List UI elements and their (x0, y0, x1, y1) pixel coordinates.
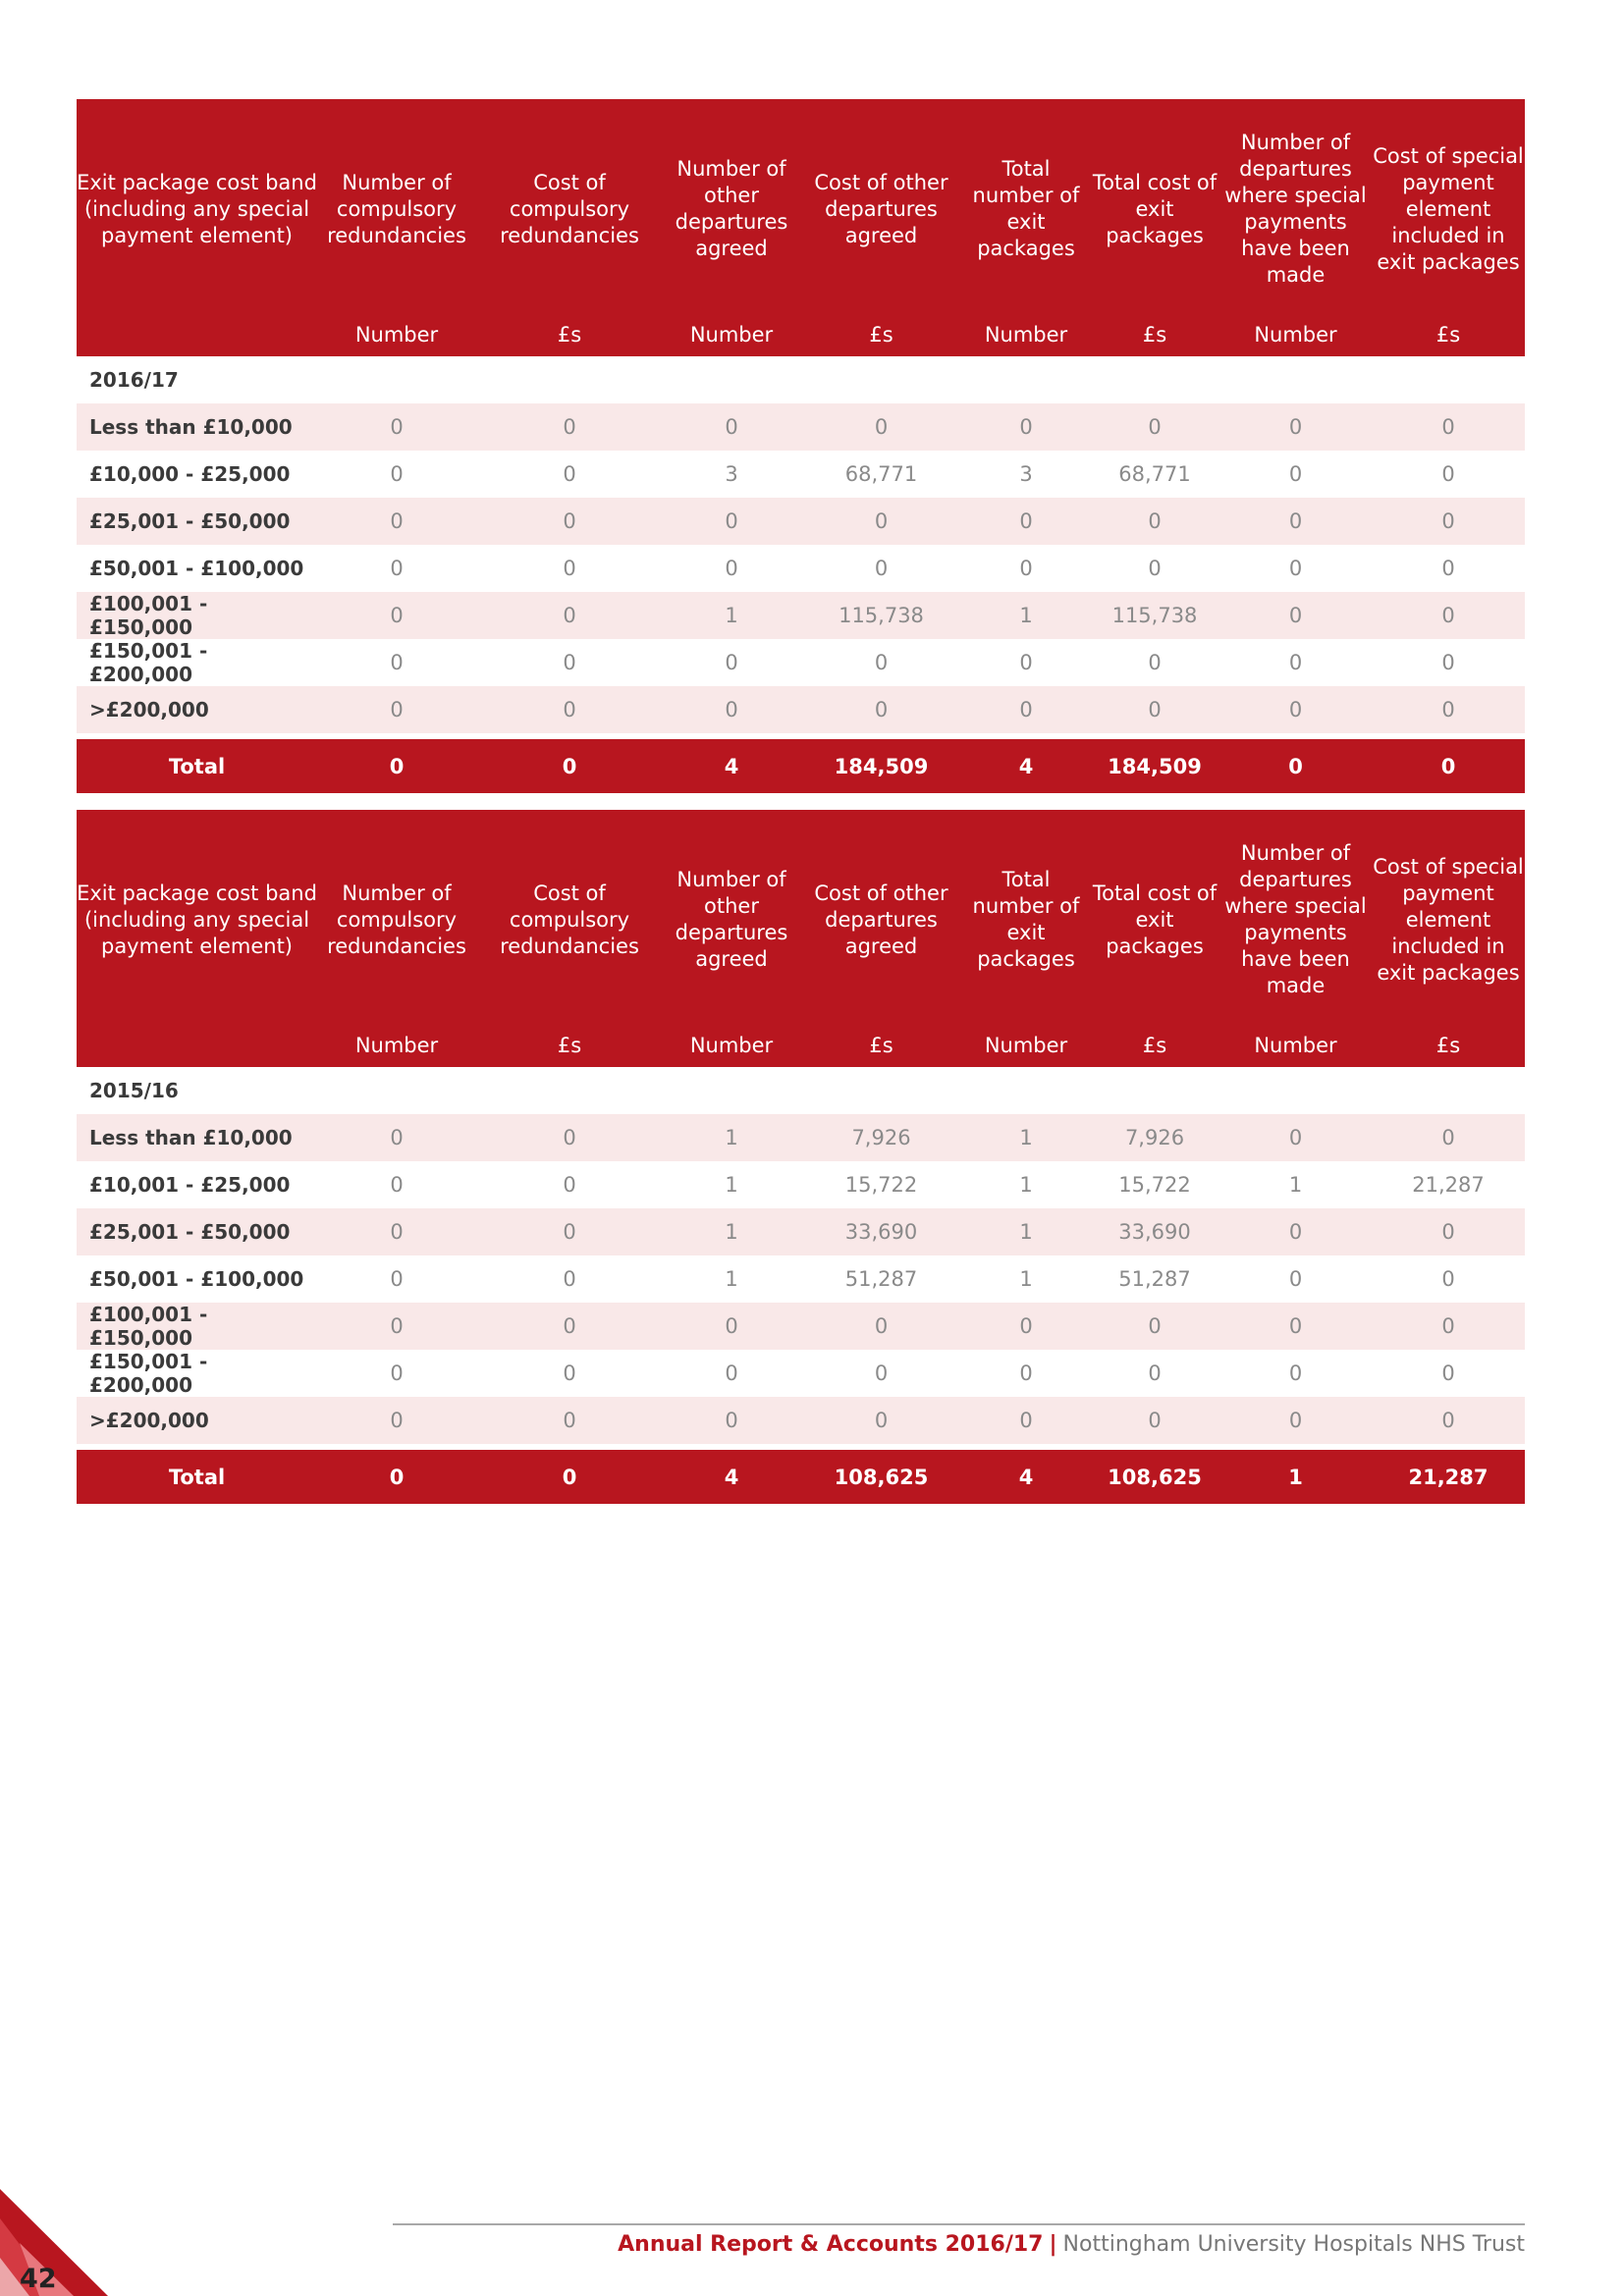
table-cell: 15,722 (1090, 1161, 1219, 1208)
unit-label: £s (800, 1024, 962, 1067)
total-cell: 21,287 (1372, 1447, 1525, 1504)
table-cell: 68,771 (1090, 451, 1219, 498)
table-cell: 0 (663, 639, 800, 686)
unit-label: Number (962, 313, 1090, 356)
cost-band-label: £150,001 - £200,000 (77, 639, 317, 686)
exit-packages-table-2016-17 (77, 99, 1525, 793)
table-cell: 0 (1219, 1208, 1372, 1255)
table-cell: 0 (1219, 686, 1372, 736)
total-cell: 4 (663, 1447, 800, 1504)
table-cell: 0 (476, 639, 663, 686)
table-cell: 0 (476, 1208, 663, 1255)
table-cell: 0 (663, 1303, 800, 1350)
table-cell: 0 (1090, 1397, 1219, 1447)
year-row (77, 1067, 1525, 1114)
table-cell: 0 (800, 1303, 962, 1350)
unit-label: Number (1219, 1024, 1372, 1067)
table-cell: 0 (1219, 639, 1372, 686)
table-cell: 0 (1372, 592, 1525, 639)
table-cell: 1 (663, 1255, 800, 1303)
table-cell: 15,722 (800, 1161, 962, 1208)
unit-label: Number (1219, 313, 1372, 356)
table-cell: 0 (1372, 403, 1525, 451)
table-cell: 0 (1372, 639, 1525, 686)
table-cell: 0 (476, 403, 663, 451)
column-header: Exit package cost band (including any special payment element) (77, 99, 317, 313)
table-cell: 33,690 (1090, 1208, 1219, 1255)
table-cell: 0 (1219, 1350, 1372, 1397)
total-cell: 108,625 (800, 1447, 962, 1504)
table-cell: 0 (663, 1397, 800, 1447)
column-header: Number of departures where special payments have been made (1219, 810, 1372, 1024)
table-row (77, 1350, 1525, 1397)
table-cell: 0 (476, 592, 663, 639)
unit-label: £s (1372, 1024, 1525, 1067)
total-cell: 4 (663, 736, 800, 793)
table-cell: 0 (800, 1397, 962, 1447)
table-cell: 1 (663, 1161, 800, 1208)
table-cell: 0 (317, 498, 476, 545)
column-header: Cost of special payment element included in exit packages (1372, 810, 1525, 1024)
cost-band-label: £150,001 - £200,000 (77, 1350, 317, 1397)
column-header: Cost of compulsory redundancies (476, 99, 663, 313)
table-cell: 0 (1219, 592, 1372, 639)
table-cell: 0 (476, 498, 663, 545)
column-header: Total cost of exit packages (1090, 99, 1219, 313)
table-cell: 7,926 (800, 1114, 962, 1161)
table-cell: 0 (1090, 686, 1219, 736)
table-cell: 0 (317, 1303, 476, 1350)
units-row (77, 313, 1525, 356)
total-row (77, 1447, 1525, 1504)
table-cell: 0 (476, 451, 663, 498)
total-label: Total (77, 736, 317, 793)
table-row (77, 639, 1525, 686)
table-cell: 0 (317, 1208, 476, 1255)
table-cell: 0 (800, 545, 962, 592)
unit-label: £s (476, 313, 663, 356)
total-cell: 1 (1219, 1447, 1372, 1504)
table-row (77, 451, 1525, 498)
table-cell: 0 (317, 592, 476, 639)
header-row (77, 99, 1525, 313)
table-cell: 33,690 (800, 1208, 962, 1255)
cost-band-label: Less than £10,000 (77, 1114, 317, 1161)
cost-band-label: £100,001 - £150,000 (77, 592, 317, 639)
page-number: 42 (20, 2264, 57, 2294)
table-cell: 0 (962, 639, 1090, 686)
table-row (77, 1397, 1525, 1447)
table-cell: 0 (476, 1397, 663, 1447)
table-cell: 0 (962, 1397, 1090, 1447)
table-row (77, 403, 1525, 451)
table-cell: 0 (1219, 1397, 1372, 1447)
table-cell: 0 (962, 498, 1090, 545)
cost-band-label: £25,001 - £50,000 (77, 1208, 317, 1255)
table-cell: 0 (317, 686, 476, 736)
table-cell: 0 (317, 639, 476, 686)
unit-label: £s (1372, 313, 1525, 356)
total-cell: 4 (962, 1447, 1090, 1504)
table-cell: 0 (476, 686, 663, 736)
total-cell: 184,509 (800, 736, 962, 793)
table-cell: 0 (317, 1255, 476, 1303)
table-cell: 0 (663, 498, 800, 545)
total-cell: 0 (1372, 736, 1525, 793)
table-cell: 0 (663, 403, 800, 451)
year-row (77, 356, 1525, 403)
table-cell: 0 (663, 1350, 800, 1397)
table-cell: 0 (317, 1161, 476, 1208)
cost-band-label: >£200,000 (77, 686, 317, 736)
table-cell: 0 (1372, 1350, 1525, 1397)
table-cell: 0 (1372, 545, 1525, 592)
table-cell: 0 (1219, 545, 1372, 592)
table-cell: 0 (317, 403, 476, 451)
exit-packages-table-2015-16 (77, 810, 1525, 1504)
cost-band-label: £50,001 - £100,000 (77, 1255, 317, 1303)
table-cell: 0 (663, 545, 800, 592)
cost-band-label: £10,001 - £25,000 (77, 1161, 317, 1208)
column-header: Cost of compulsory redundancies (476, 810, 663, 1024)
table-cell: 0 (1372, 1303, 1525, 1350)
table-row (77, 592, 1525, 639)
table-cell: 0 (800, 403, 962, 451)
table-cell: 21,287 (1372, 1161, 1525, 1208)
table-cell: 0 (317, 1397, 476, 1447)
table-cell: 51,287 (800, 1255, 962, 1303)
unit-label: Number (317, 1024, 476, 1067)
unit-label (77, 313, 317, 356)
total-cell: 0 (317, 1447, 476, 1504)
table-cell: 0 (800, 498, 962, 545)
table-cell: 0 (1372, 1255, 1525, 1303)
table-cell: 0 (1219, 1303, 1372, 1350)
table-row (77, 1114, 1525, 1161)
total-cell: 0 (1219, 736, 1372, 793)
cost-band-label: £50,001 - £100,000 (77, 545, 317, 592)
cost-band-label: Less than £10,000 (77, 403, 317, 451)
cost-band-label: >£200,000 (77, 1397, 317, 1447)
table-cell: 1 (962, 1114, 1090, 1161)
cost-band-label: £100,001 - £150,000 (77, 1303, 317, 1350)
table-cell: 1 (962, 1161, 1090, 1208)
table-cell: 0 (1219, 1114, 1372, 1161)
unit-label: Number (317, 313, 476, 356)
unit-label: Number (663, 1024, 800, 1067)
column-header: Exit package cost band (including any special payment element) (77, 810, 317, 1024)
year-label: 2016/17 (77, 356, 1525, 403)
unit-label: £s (800, 313, 962, 356)
table-row (77, 1303, 1525, 1350)
footer-organisation: Nottingham University Hospitals NHS Trust (1062, 2232, 1525, 2257)
table-cell: 0 (317, 545, 476, 592)
table-cell: 115,738 (800, 592, 962, 639)
total-cell: 184,509 (1090, 736, 1219, 793)
table-cell: 0 (1372, 1114, 1525, 1161)
table-cell: 0 (1090, 1303, 1219, 1350)
table-cell: 0 (1090, 498, 1219, 545)
column-header: Number of compulsory redundancies (317, 810, 476, 1024)
table-cell: 1 (663, 592, 800, 639)
table-cell: 1 (962, 592, 1090, 639)
column-header: Number of other departures agreed (663, 99, 800, 313)
table-cell: 0 (962, 686, 1090, 736)
table-cell: 0 (476, 1161, 663, 1208)
total-cell: 0 (476, 736, 663, 793)
column-header: Total number of exit packages (962, 99, 1090, 313)
unit-label (77, 1024, 317, 1067)
table-cell: 0 (1090, 545, 1219, 592)
table-cell: 0 (962, 1350, 1090, 1397)
column-header: Number of compulsory redundancies (317, 99, 476, 313)
table-cell: 0 (1219, 403, 1372, 451)
table-row (77, 1255, 1525, 1303)
table-row (77, 686, 1525, 736)
table-cell: 0 (663, 686, 800, 736)
table-cell: 0 (1090, 403, 1219, 451)
table-cell: 0 (317, 451, 476, 498)
footer-rule (393, 2223, 1525, 2225)
table-cell: 0 (317, 1350, 476, 1397)
total-cell: 4 (962, 736, 1090, 793)
table-cell: 1 (962, 1208, 1090, 1255)
table-cell: 0 (317, 1114, 476, 1161)
total-cell: 108,625 (1090, 1447, 1219, 1504)
column-header: Total number of exit packages (962, 810, 1090, 1024)
unit-label: Number (962, 1024, 1090, 1067)
table-cell: 0 (1219, 498, 1372, 545)
table-cell: 0 (800, 639, 962, 686)
column-header: Number of other departures agreed (663, 810, 800, 1024)
table-cell: 1 (1219, 1161, 1372, 1208)
table-cell: 0 (1219, 451, 1372, 498)
table-cell: 7,926 (1090, 1114, 1219, 1161)
table-cell: 0 (962, 403, 1090, 451)
table-cell: 0 (476, 1303, 663, 1350)
total-label: Total (77, 1447, 317, 1504)
table-cell: 1 (663, 1208, 800, 1255)
table-cell: 0 (800, 1350, 962, 1397)
table-cell: 68,771 (800, 451, 962, 498)
column-header: Cost of other departures agreed (800, 99, 962, 313)
footer-separator: | (1049, 2232, 1057, 2257)
cost-band-label: £10,000 - £25,000 (77, 451, 317, 498)
total-cell: 0 (317, 736, 476, 793)
total-row (77, 736, 1525, 793)
table-cell: 0 (1372, 1397, 1525, 1447)
table-cell: 0 (1372, 451, 1525, 498)
table-cell: 0 (1090, 1350, 1219, 1397)
units-row (77, 1024, 1525, 1067)
unit-label: £s (1090, 313, 1219, 356)
table-cell: 0 (1372, 498, 1525, 545)
footer-report-title: Annual Report & Accounts 2016/17 (618, 2232, 1044, 2257)
table-cell: 0 (476, 1255, 663, 1303)
table-cell: 1 (962, 1255, 1090, 1303)
total-cell: 0 (476, 1447, 663, 1504)
cost-band-label: £25,001 - £50,000 (77, 498, 317, 545)
header-row (77, 810, 1525, 1024)
table-cell: 0 (476, 1350, 663, 1397)
unit-label: £s (1090, 1024, 1219, 1067)
table-row (77, 1161, 1525, 1208)
table-cell: 0 (476, 1114, 663, 1161)
table-cell: 0 (962, 545, 1090, 592)
table-cell: 0 (476, 545, 663, 592)
table-cell: 51,287 (1090, 1255, 1219, 1303)
table-cell: 3 (663, 451, 800, 498)
table-cell: 0 (1090, 639, 1219, 686)
table-cell: 0 (1372, 1208, 1525, 1255)
table-cell: 0 (800, 686, 962, 736)
footer (618, 2232, 1525, 2257)
table-cell: 0 (962, 1303, 1090, 1350)
table-cell: 0 (1372, 686, 1525, 736)
table-row (77, 1208, 1525, 1255)
unit-label: Number (663, 313, 800, 356)
column-header: Total cost of exit packages (1090, 810, 1219, 1024)
table-cell: 115,738 (1090, 592, 1219, 639)
table-cell: 1 (663, 1114, 800, 1161)
column-header: Cost of other departures agreed (800, 810, 962, 1024)
year-label: 2015/16 (77, 1067, 1525, 1114)
column-header: Cost of special payment element included in exit packages (1372, 99, 1525, 313)
column-header: Number of departures where special payments have been made (1219, 99, 1372, 313)
unit-label: £s (476, 1024, 663, 1067)
table-row (77, 545, 1525, 592)
table-cell: 0 (1219, 1255, 1372, 1303)
table-cell: 3 (962, 451, 1090, 498)
table-row (77, 498, 1525, 545)
